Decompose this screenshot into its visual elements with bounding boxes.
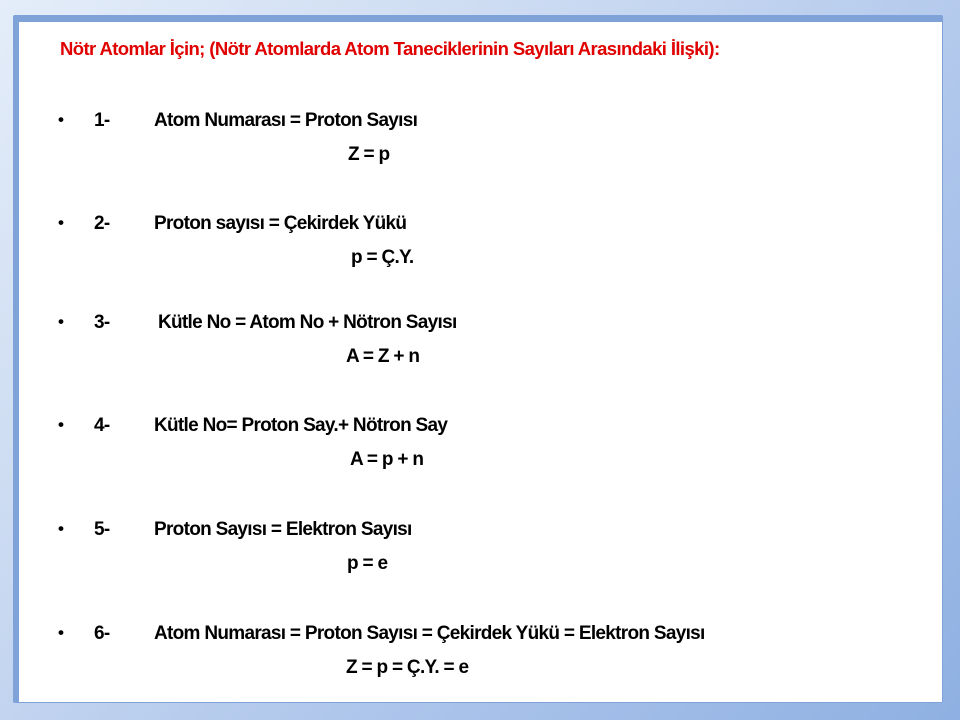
item-formula: Z = p = Ç.Y. = e xyxy=(346,657,469,678)
item-number: 5- xyxy=(94,519,110,540)
bullet-icon: • xyxy=(58,312,64,331)
item-number: 1- xyxy=(94,110,110,131)
item-text: Proton sayısı = Çekirdek Yükü xyxy=(154,213,407,234)
bullet-icon: • xyxy=(58,519,64,538)
list-item-2 xyxy=(0,213,960,283)
item-text: Kütle No= Proton Say.+ Nötron Say xyxy=(154,415,448,436)
item-text: Atom Numarası = Proton Sayısı xyxy=(154,110,418,131)
item-number: 4- xyxy=(94,415,110,436)
item-number: 3- xyxy=(94,312,110,333)
list-item-6 xyxy=(0,623,960,693)
item-formula: A = Z + n xyxy=(346,346,420,367)
list-item-4 xyxy=(0,415,960,485)
bullet-icon: • xyxy=(58,415,64,434)
list-item-1 xyxy=(0,110,960,180)
item-number: 2- xyxy=(94,213,110,234)
item-text: Proton Sayısı = Elektron Sayısı xyxy=(154,519,412,540)
item-number: 6- xyxy=(94,623,110,644)
item-formula: Z = p xyxy=(348,144,390,165)
list-item-5 xyxy=(0,519,960,589)
bullet-icon: • xyxy=(58,110,64,129)
item-formula: A = p + n xyxy=(350,449,424,470)
item-text: Atom Numarası = Proton Sayısı = Çekirdek Yükü = Elektron Sayısı xyxy=(154,623,705,644)
item-formula: p = Ç.Y. xyxy=(351,247,414,268)
bullet-icon: • xyxy=(58,623,64,642)
item-formula: p = e xyxy=(347,553,388,574)
bullet-icon: • xyxy=(58,213,64,232)
slide-title: Nötr Atomlar İçin; (Nötr Atomlarda Atom Taneciklerinin Sayıları Arasındaki İlişki): xyxy=(60,38,720,59)
list-item-3 xyxy=(0,312,960,382)
item-text: Kütle No = Atom No + Nötron Sayısı xyxy=(158,312,457,333)
